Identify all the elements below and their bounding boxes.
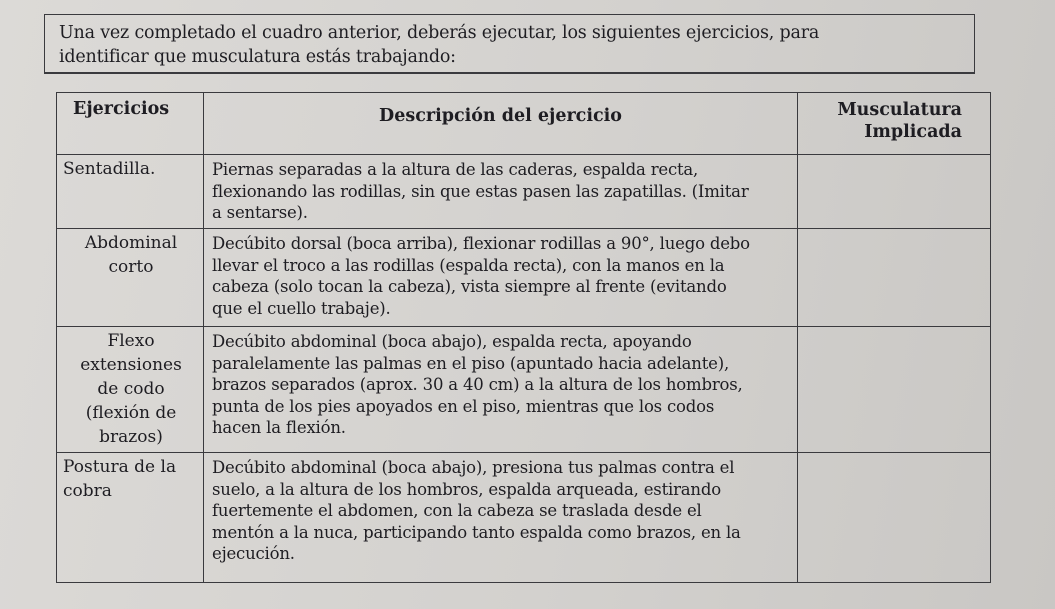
description-line: Piernas separadas a la altura de las caderas, espalda recta, xyxy=(212,160,699,179)
header-description: Descripción del ejercicio xyxy=(204,93,798,155)
intro-line-2: identificar que musculatura estás trabajando: xyxy=(59,47,456,67)
description-line: punta de los pies apoyados en el piso, mientras que los codos xyxy=(212,396,715,416)
exercise-cell xyxy=(57,453,204,583)
intro-line-1: Una vez completado el cuadro anterior, deberás ejecutar, los siguientes ejercicios, para xyxy=(59,23,820,43)
exercise-line: cobra xyxy=(63,481,112,501)
exercise-cell xyxy=(57,155,204,229)
description-cell xyxy=(204,453,798,583)
muscles-cell[interactable] xyxy=(798,229,991,327)
description-line: hacen la flexión. xyxy=(212,418,346,437)
description-line: ejecución. xyxy=(212,544,295,563)
exercise-line: corto xyxy=(108,257,154,277)
description-line: brazos separados (aprox. 30 a 40 cm) a la altura de los hombros, xyxy=(212,375,743,394)
table-row xyxy=(57,453,991,583)
description-cell xyxy=(204,229,798,327)
exercise-line: de codo xyxy=(97,379,165,399)
description-line: que el cuello trabaje). xyxy=(212,298,391,318)
header-muscles xyxy=(798,93,991,155)
description-line: suelo, a la altura de los hombros, espalda arqueada, estirando xyxy=(212,479,721,499)
muscles-cell[interactable] xyxy=(798,453,991,583)
header-muscles-line-1: Musculatura xyxy=(837,100,962,120)
table-row xyxy=(57,327,991,453)
description-cell xyxy=(204,155,798,229)
description-line: mentón a la nuca, participando tanto espalda como brazos, en la xyxy=(212,522,741,542)
exercise-line: Postura de la xyxy=(63,457,177,477)
description-line: llevar el troco a las rodillas (espalda recta), con la manos en la xyxy=(212,255,725,275)
table-header-row xyxy=(57,93,991,155)
description-line: cabeza (solo tocan la cabeza), vista siempre al frente (evitando xyxy=(212,277,727,296)
table-row xyxy=(57,155,991,229)
intro-paragraph xyxy=(44,14,975,74)
description-line: paralelamente las palmas en el piso (apuntado hacia adelante), xyxy=(212,353,730,373)
exercise-line: Flexo xyxy=(107,331,155,351)
exercises-table xyxy=(56,92,991,583)
description-line: a sentarse). xyxy=(212,203,308,222)
description-line: Decúbito abdominal (boca abajo), presiona tus palmas contra el xyxy=(212,458,735,477)
muscles-cell[interactable] xyxy=(798,327,991,453)
header-muscles-line-2: Implicada xyxy=(864,122,962,142)
description-line: flexionando las rodillas, sin que estas pasen las zapatillas. (Imitar xyxy=(212,181,749,201)
description-cell xyxy=(204,327,798,453)
exercise-line: (flexión de xyxy=(85,403,177,423)
description-line: Decúbito dorsal (boca arriba), flexionar rodillas a 90°, luego debo xyxy=(212,234,750,253)
header-exercises: Ejercicios xyxy=(57,93,204,155)
exercise-cell xyxy=(57,327,204,453)
exercise-line: Sentadilla. xyxy=(63,159,156,179)
description-line: Decúbito abdominal (boca abajo), espalda recta, apoyando xyxy=(212,332,692,351)
exercise-line: brazos) xyxy=(99,427,163,447)
exercise-cell xyxy=(57,229,204,327)
muscles-cell[interactable] xyxy=(798,155,991,229)
exercise-line: Abdominal xyxy=(84,233,178,253)
exercise-line: extensiones xyxy=(80,355,182,375)
description-line: fuertemente el abdomen, con la cabeza se traslada desde el xyxy=(212,501,702,520)
table-row xyxy=(57,229,991,327)
